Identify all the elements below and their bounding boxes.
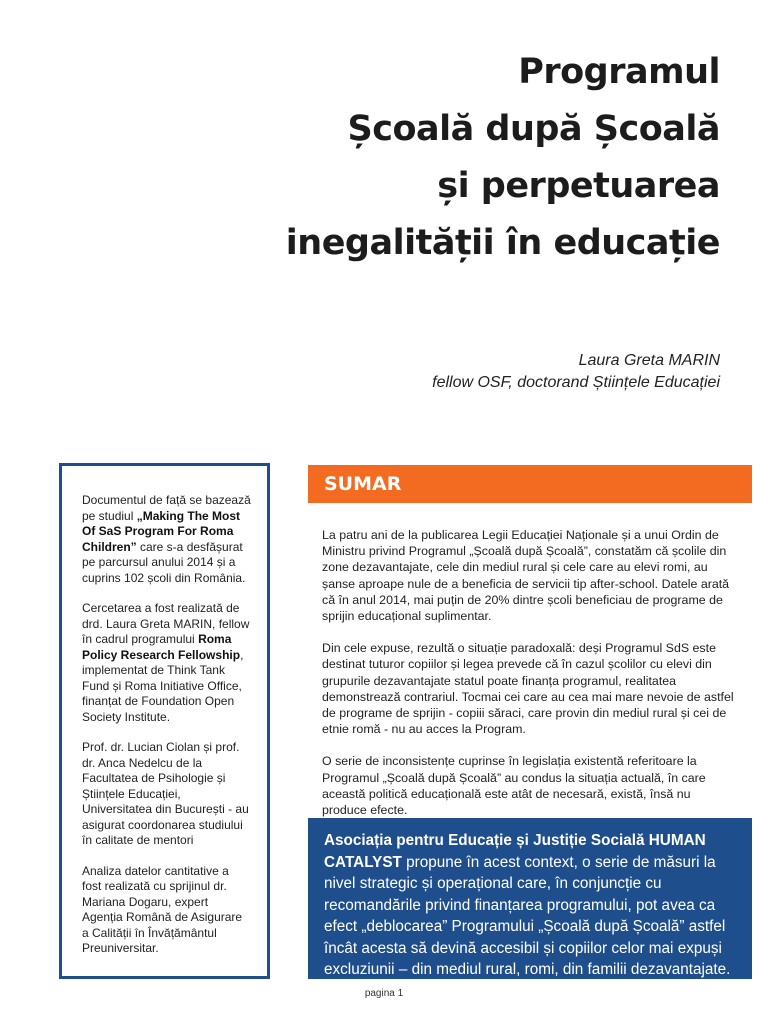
summary-paragraph-3: O serie de inconsistențe cuprinse în legislația existentă referitoare la Programul „Școală după Școală” au condus la situația actuală, în care această politică educațională este atât de necesară, există, însă nu produce efecte. [322,754,706,818]
study-title: „Making The Most Of SaS Program For Roma Children” [82,508,241,554]
sidebar-paragraph-1: Documentul de față se bazează pe studiul „Making The Most Of SaS Program For Roma Children” care s-a desfășurat pe parcursul anului 2014 și a cuprins 102 școli din România. [82,493,251,585]
page-number: pagina 1 [364,988,404,999]
fellowship-name: Roma Policy Research Fellowship [82,632,241,662]
document-title [286,44,720,272]
sidebar-paragraph-4: Analiza datelor cantitative a fost realizată cu sprijinul dr. Mariana Dogaru, expert Agenția Română de Asigurare a Calității în Învățământul Preuniversitar. [82,863,243,955]
sumar-heading: SUMAR [324,473,402,495]
sumar-header-bar [308,465,752,503]
summary-text [322,527,738,834]
title-line-1: Programul [518,52,720,92]
sidebar-paragraph-3: Prof. dr. Lucian Ciolan și prof. dr. Anca Nedelcu de la Facultatea de Psihologie și Științele Educației, Universitatea din București - au asigurat coordonarea studiului în calitate de mentori [82,740,249,847]
title-line-3: și perpetuarea [437,166,720,206]
summary-paragraph-1: La patru ani de la publicarea Legii Educației Naționale și a unui Ordin de Ministru privind Programul „Școală după Școală”, constatăm că școlile din zone dezavantajate, cele din mediul rural și cele care au elevi romi, au șanse aproape nule de a beneficia de servicii tip after-school. Datele arată că în anul 2014, mai puțin de 20% dintre școli beneficiau de programe de sprijin educațional suplimentar. [322,528,730,624]
callout-text: propune în acest context, o serie de măsuri la nivel strategic și operațional care, în conjuncție cu recomandările privind finanțarea programului, pot avea ca efect „deblocarea” Programului „Școală după Școală” astfel încât acesta să devină accesibil și copiilor celor mai expuși excluziunii – din mediul rural, romi, din familii dezavantajate. [324,853,731,978]
callout-box [308,818,752,979]
title-line-2: Școală după Școală [347,109,720,149]
author-role: fellow OSF, doctorand Științele Educației [432,374,720,391]
info-sidebar [59,463,270,979]
author-name: Laura Greta MARIN [578,352,720,369]
organization-name: Asociația pentru Educație și Justiție Socială HUMAN CATALYST [324,832,706,871]
title-line-4: inegalității în educație [285,223,720,263]
summary-paragraph-2: Din cele expuse, rezultă o situație paradoxală: deși Programul SdS este destinat tuturor copiilor și legea prevede că în cazul școlilor cu elevi din grupurile dezavantajate statul poate finanța programul, realitatea demonstrează contrariul. Tocmai cei care au cea mai mare nevoie de astfel de programe de sprijin - copiii săraci, care provin din mediul rural și cei de etnie romă - nu au acces la Program. [322,641,734,737]
sidebar-paragraph-2: Cercetarea a fost realizată de drd. Laura Greta MARIN, fellow în cadrul programului Roma Policy Research Fellowship, implementat de Think Tank Fund și Roma Initiative Office, finanțat de Foundation Open Society Institute. [82,601,250,724]
author-block [432,350,720,394]
